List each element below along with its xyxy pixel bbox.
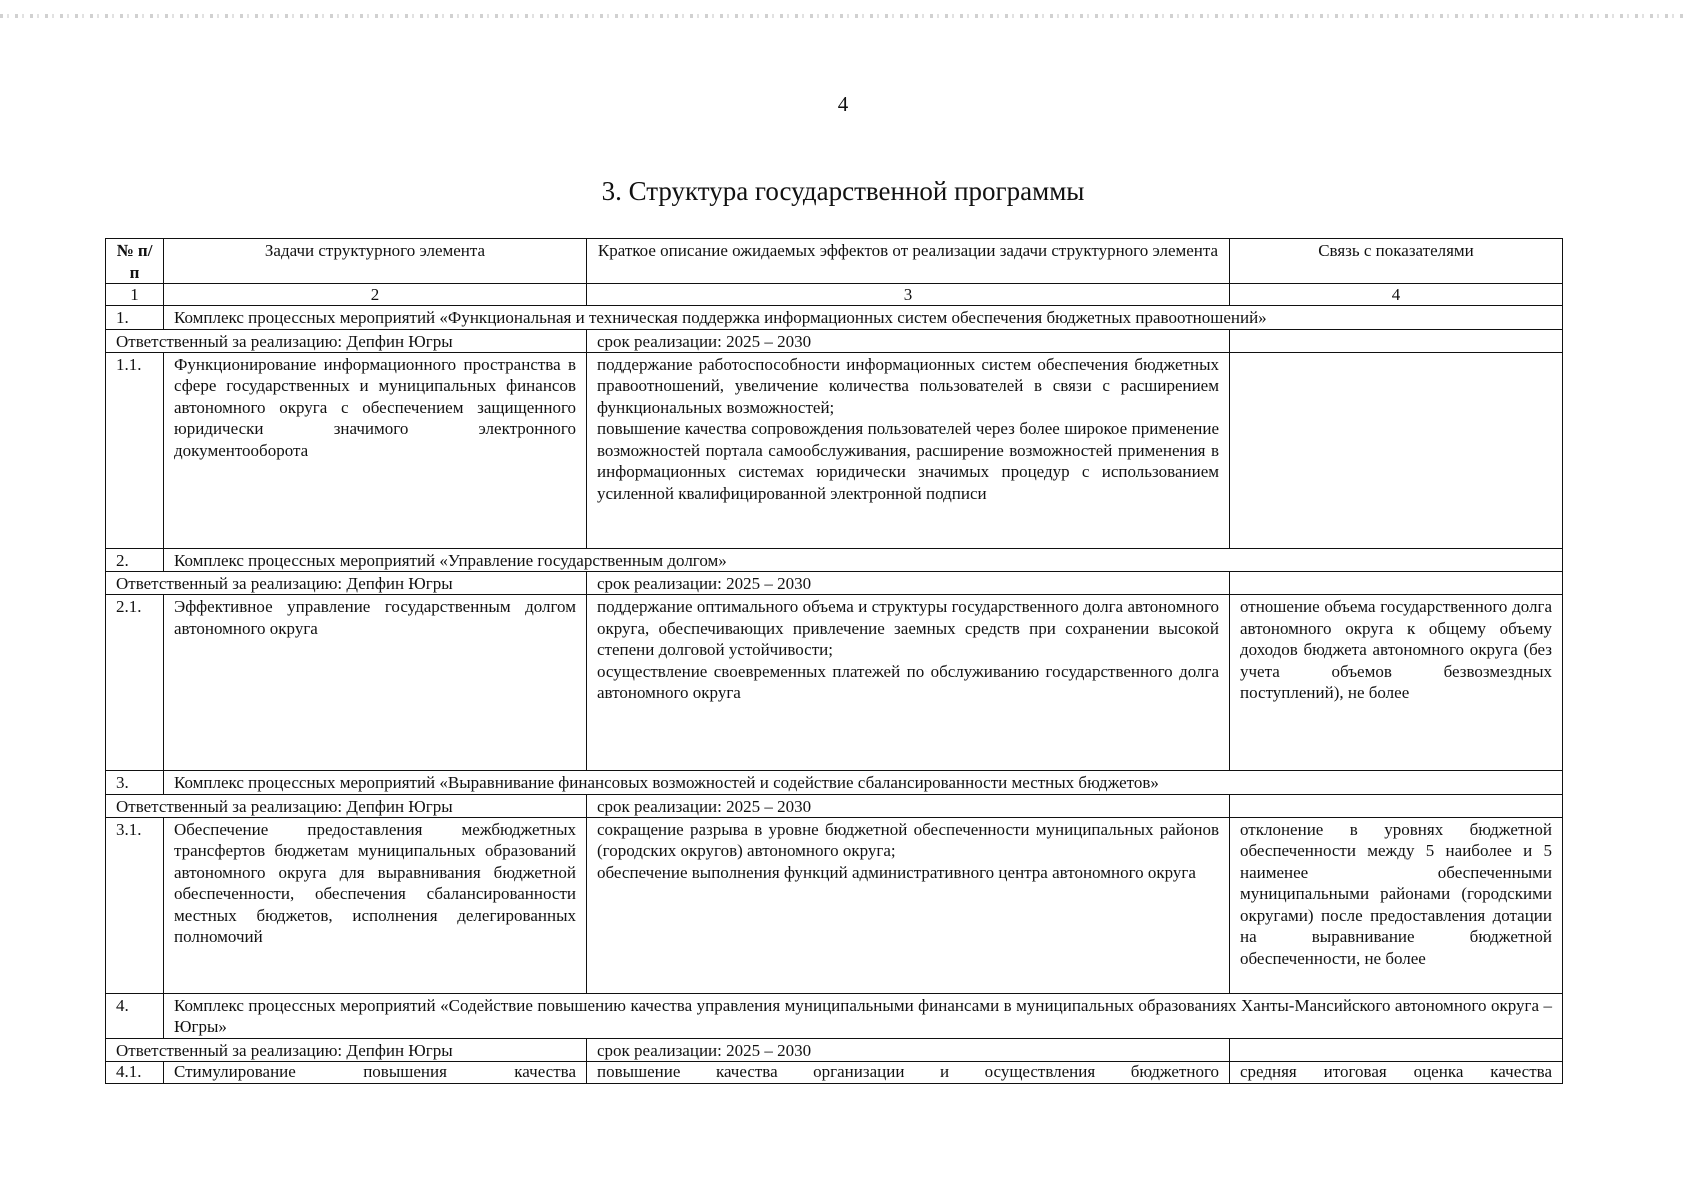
effects-cell [587, 352, 1230, 548]
column-number: 2 [164, 284, 587, 306]
task-number: 3.1. [106, 817, 164, 993]
effect-paragraph: сокращение разрыва в уровне бюджетной обеспеченности муниципальных районов (городских округов) автономного округа; [597, 819, 1219, 860]
task-cell [164, 1061, 587, 1083]
section-number: 2. [106, 548, 164, 572]
empty-cell [1230, 572, 1563, 595]
column-number: 1 [106, 284, 164, 306]
task-row [106, 1061, 1563, 1083]
effect-paragraph: обеспечение выполнения функций административного центра автономного округа [597, 862, 1196, 882]
header-number: № п/п [106, 239, 164, 284]
term-text: срок реализации: 2025 – 2030 [587, 329, 1230, 352]
column-number-row [106, 284, 1563, 306]
empty-cell [1230, 1038, 1563, 1061]
responsible-row [106, 572, 1563, 595]
task-number-text: 4.1. [116, 1062, 142, 1081]
empty-cell [1230, 794, 1563, 817]
indicator-cell [1230, 1061, 1563, 1083]
effect-paragraph: повышение качества организации и осуществления бюджетного [597, 1062, 1219, 1081]
section-number: 1. [106, 306, 164, 330]
section-title: Комплекс процессных мероприятий «Содействие повышению качества управления муниципальными финансами в муниципальных образованиях Ханты-Мансийского автономного округа – Югры» [164, 993, 1563, 1038]
empty-cell [1230, 329, 1563, 352]
task-text: Обеспечение предоставления межбюджетных трансфертов бюджетам муниципальных образований автономного округа для выравнивания бюджетной обеспеченности, обеспечения сбалансированности местных бюджетов, исполнения делегированных полномочий [164, 817, 587, 993]
section-title: Комплекс процессных мероприятий «Функциональная и техническая поддержка информационных систем обеспечения бюджетных правоотношений» [164, 306, 1563, 330]
effect-paragraph: поддержание оптимального объема и структуры государственного долга автономного округа, обеспечивающих привлечение заемных средств при сохранении высокой степени долговой устойчивости; [597, 597, 1219, 659]
header-tasks: Задачи структурного элемента [164, 239, 587, 284]
effect-paragraph: поддержание работоспособности информационных систем обеспечения бюджетных правоотношений, увеличение количества пользователей в связи с расширением функциональных возможностей; [597, 354, 1219, 417]
scan-edge-artifact [0, 14, 1686, 18]
table-header-row [106, 239, 1563, 284]
task-number [106, 1061, 164, 1083]
term-text: срок реализации: 2025 – 2030 [587, 572, 1230, 595]
responsible-text: Ответственный за реализацию: Депфин Югры [106, 572, 587, 595]
effects-cell [587, 1061, 1230, 1083]
section-row [106, 993, 1563, 1038]
section-title: Комплекс процессных мероприятий «Управление государственным долгом» [164, 548, 1563, 572]
responsible-text: Ответственный за реализацию: Депфин Югры [106, 794, 587, 817]
responsible-row [106, 794, 1563, 817]
task-text: Стимулирование повышения качества [174, 1062, 576, 1081]
indicator-text: отклонение в уровнях бюджетной обеспеченности между 5 наиболее и 5 наименее обеспеченными муниципальными районами (городскими округами) после предоставления дотации на выравнивание бюджетной обеспеченности, не более [1230, 817, 1563, 993]
section-row [106, 306, 1563, 330]
task-number: 1.1. [106, 352, 164, 548]
section-title: Комплекс процессных мероприятий «Выравнивание финансовых возможностей и содействие сбалансированности местных бюджетов» [164, 771, 1563, 795]
section-number: 4. [106, 993, 164, 1038]
task-number: 2.1. [106, 595, 164, 771]
task-text: Функционирование информационного пространства в сфере государственных и муниципальных финансов автономного округа с обеспечением защищенного юридически значимого электронного документооборота [164, 352, 587, 548]
header-effects: Краткое описание ожидаемых эффектов от реализации задачи структурного элемента [587, 239, 1230, 284]
section-row [106, 771, 1563, 795]
section-number: 3. [106, 771, 164, 795]
responsible-row [106, 1038, 1563, 1061]
effect-paragraph: повышение качества сопровождения пользователей через более широкое применение возможностей портала самообслуживания, расширение возможностей применения в информационных системах юридически значимых процедур с использованием усиленной квалифицированной электронной подписи [597, 419, 1219, 503]
effects-cell [587, 817, 1230, 993]
responsible-text: Ответственный за реализацию: Депфин Югры [106, 1038, 587, 1061]
page-title: 3. Структура государственной программы [601, 176, 1085, 206]
task-row [106, 817, 1563, 993]
responsible-row [106, 329, 1563, 352]
program-structure-table [105, 238, 1563, 1084]
section-row [106, 548, 1563, 572]
term-text: срок реализации: 2025 – 2030 [587, 1038, 1230, 1061]
responsible-text: Ответственный за реализацию: Депфин Югры [106, 329, 587, 352]
effect-paragraph: осуществление своевременных платежей по обслуживанию государственного долга автономного округа [597, 661, 1219, 702]
header-indicators: Связь с показателями [1230, 239, 1563, 284]
term-text: срок реализации: 2025 – 2030 [587, 794, 1230, 817]
effects-cell [587, 595, 1230, 771]
page-number: 4 [837, 92, 849, 116]
indicator-text: средняя итоговая оценка качества [1240, 1062, 1552, 1081]
indicator-text [1230, 352, 1563, 548]
task-row [106, 595, 1563, 771]
column-number: 3 [587, 284, 1230, 306]
column-number: 4 [1230, 284, 1563, 306]
task-text: Эффективное управление государственным долгом автономного округа [164, 595, 587, 771]
task-row [106, 352, 1563, 548]
indicator-text: отношение объема государственного долга автономного округа к общему объему доходов бюджета автономного округа (без учета объемов безвозмездных поступлений), не более [1230, 595, 1563, 771]
